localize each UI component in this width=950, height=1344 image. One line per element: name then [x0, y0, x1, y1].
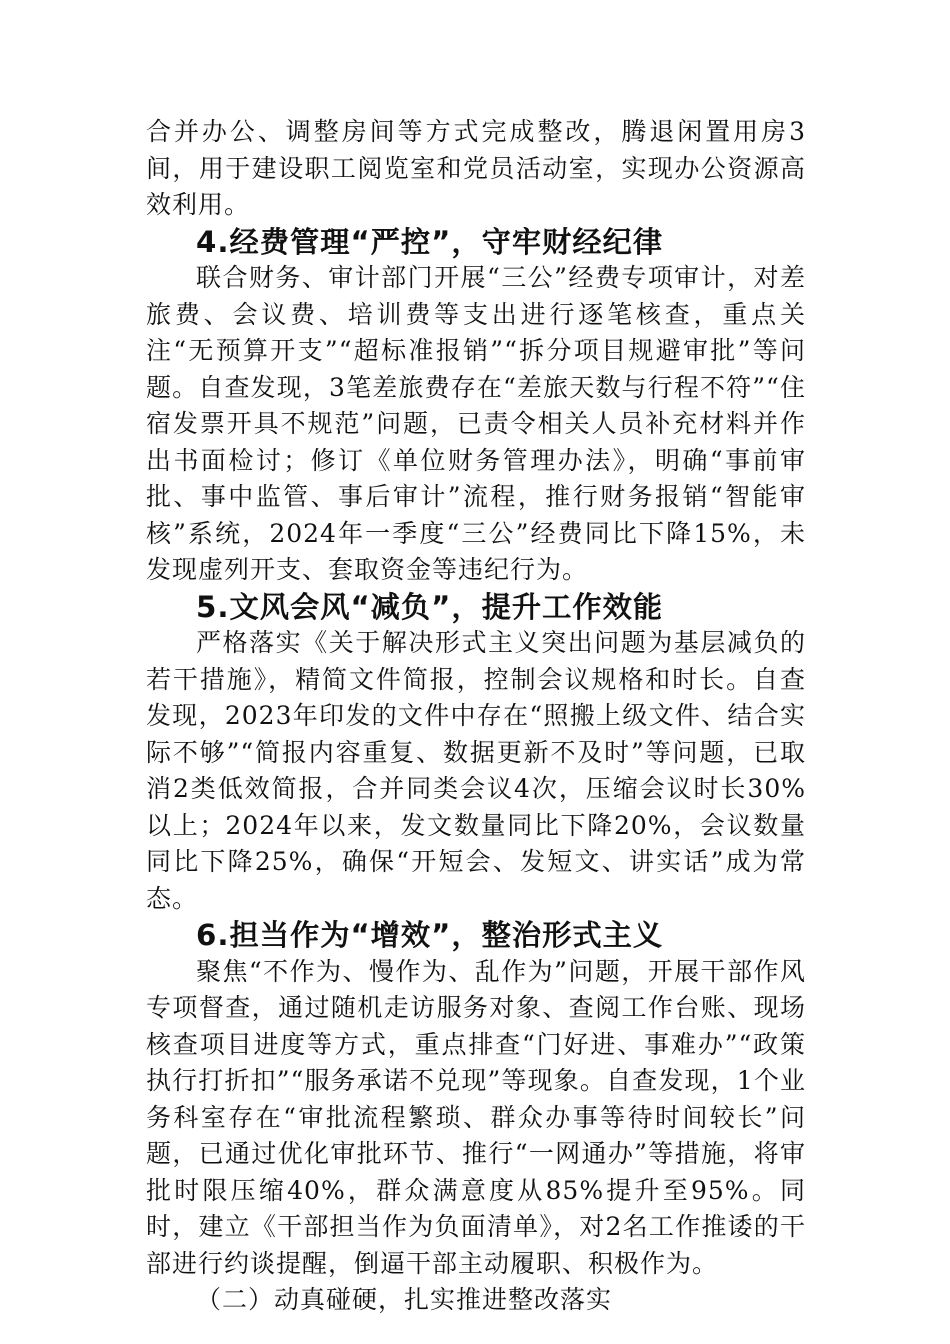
- intro-paragraph: 合并办公、调整房间等方式完成整改，腾退闲置用房3间，用于建设职工阅览室和党员活动室，实现办公资源高效利用。: [146, 117, 806, 219]
- document-body: [146, 114, 806, 1319]
- section-heading-6: 6.担当作为“增效”，整治形式主义: [196, 918, 664, 952]
- section-body-6: 聚焦“不作为、慢作为、乱作为”问题，开展干部作风专项督查，通过随机走访服务对象、查阅工作台账、现场核查项目进度等方式，重点排查“门好进、事难办”“政策执行打折扣”“服务承诺不兑现”等现象。自查发现，1个业务科室存在“审批流程繁琐、群众办事等待时间较长”问题，已通过优化审批环节、推行“一网通办”等措施，将审批时限压缩40%，群众满意度从85%提升至95%。同时，建立《干部担当作为负面清单》，对2名工作推诿的干部进行约谈提醒，倒逼干部主动履职、积极作为。: [146, 956, 806, 1278]
- section-heading-4: 4.经费管理“严控”，守牢财经纪律: [196, 224, 664, 259]
- subsection-heading: （二）动真碰硬，扎实推进整改落实: [196, 1285, 613, 1314]
- section-body-4: 联合财务、审计部门开展“三公”经费专项审计，对差旅费、会议费、培训费等支出进行逐笔核查，重点关注“无预算开支”“超标准报销”“拆分项目规避审批”等问题。自查发现，3笔差旅费存在“差旅天数与行程不符”“住宿发票开具不规范”问题，已责令相关人员补充材料并作出书面检讨；修订《单位财务管理办法》，明确“事前审批、事中监管、事后审计”流程，推行财务报销“智能审核”系统，2024年一季度“三公”经费同比下降15%，未发现虚列开支、套取资金等违纪行为。: [146, 263, 806, 584]
- section-body-5: 严格落实《关于解决形式主义突出问题为基层减负的若干措施》，精简文件简报，控制会议规格和时长。自查发现，2023年印发的文件中存在“照搬上级文件、结合实际不够”“简报内容重复、数据更新不及时”等问题，已取消2类低效简报，合并同类会议4次，压缩会议时长30%以上；2024年以来，发文数量同比下降20%，会议数量同比下降25%，确保“开短会、发短文、讲实话”成为常态。: [146, 628, 806, 913]
- section-heading-5: 5.文风会风“减负”，提升工作效能: [196, 589, 664, 624]
